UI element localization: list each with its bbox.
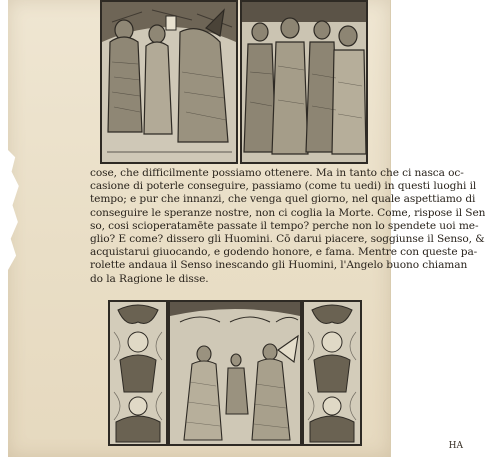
text-line: cose, che difficilmente possiamo ottenere. Ma in tanto che ci nasca oc- xyxy=(90,167,464,179)
woodcut-bottom-center xyxy=(168,300,302,446)
text-line: rolette andaua il Senso inescando gli Huomini, l'Angelo buono chiaman xyxy=(90,259,468,272)
body-text xyxy=(90,167,485,286)
woodcut-border-right xyxy=(302,300,362,446)
text-line: casione di poterle conseguire, passiamo (come tu uedi) in questi luoghi il xyxy=(90,180,477,193)
woodcut-top-right xyxy=(240,0,368,164)
catchword: HA xyxy=(448,441,463,451)
text-line: glio? E come? dissero gli Huomini. Cō darui piacere, soggiunse il Senso, & xyxy=(90,233,485,246)
text-line: acquistarui giuocando, e godendo honore, e fama. Mentre con queste pa- xyxy=(90,246,478,259)
text-line: tempo; e pur che innanzi, che venga quel giorno, nel quale aspettiamo di xyxy=(90,193,476,206)
bleed-through xyxy=(40,70,100,130)
woodcut-top-left xyxy=(100,0,238,164)
text-line: conseguire le speranze nostre, non ci coglia la Morte. Come, rispose il Sen xyxy=(90,206,485,219)
woodcut-border-left xyxy=(108,300,168,446)
text-line: do la Ragione le disse. xyxy=(90,272,209,285)
text-line: so, cosi scioperatamēte passate il tempo? perche non lo spendete uoi me- xyxy=(90,219,479,232)
